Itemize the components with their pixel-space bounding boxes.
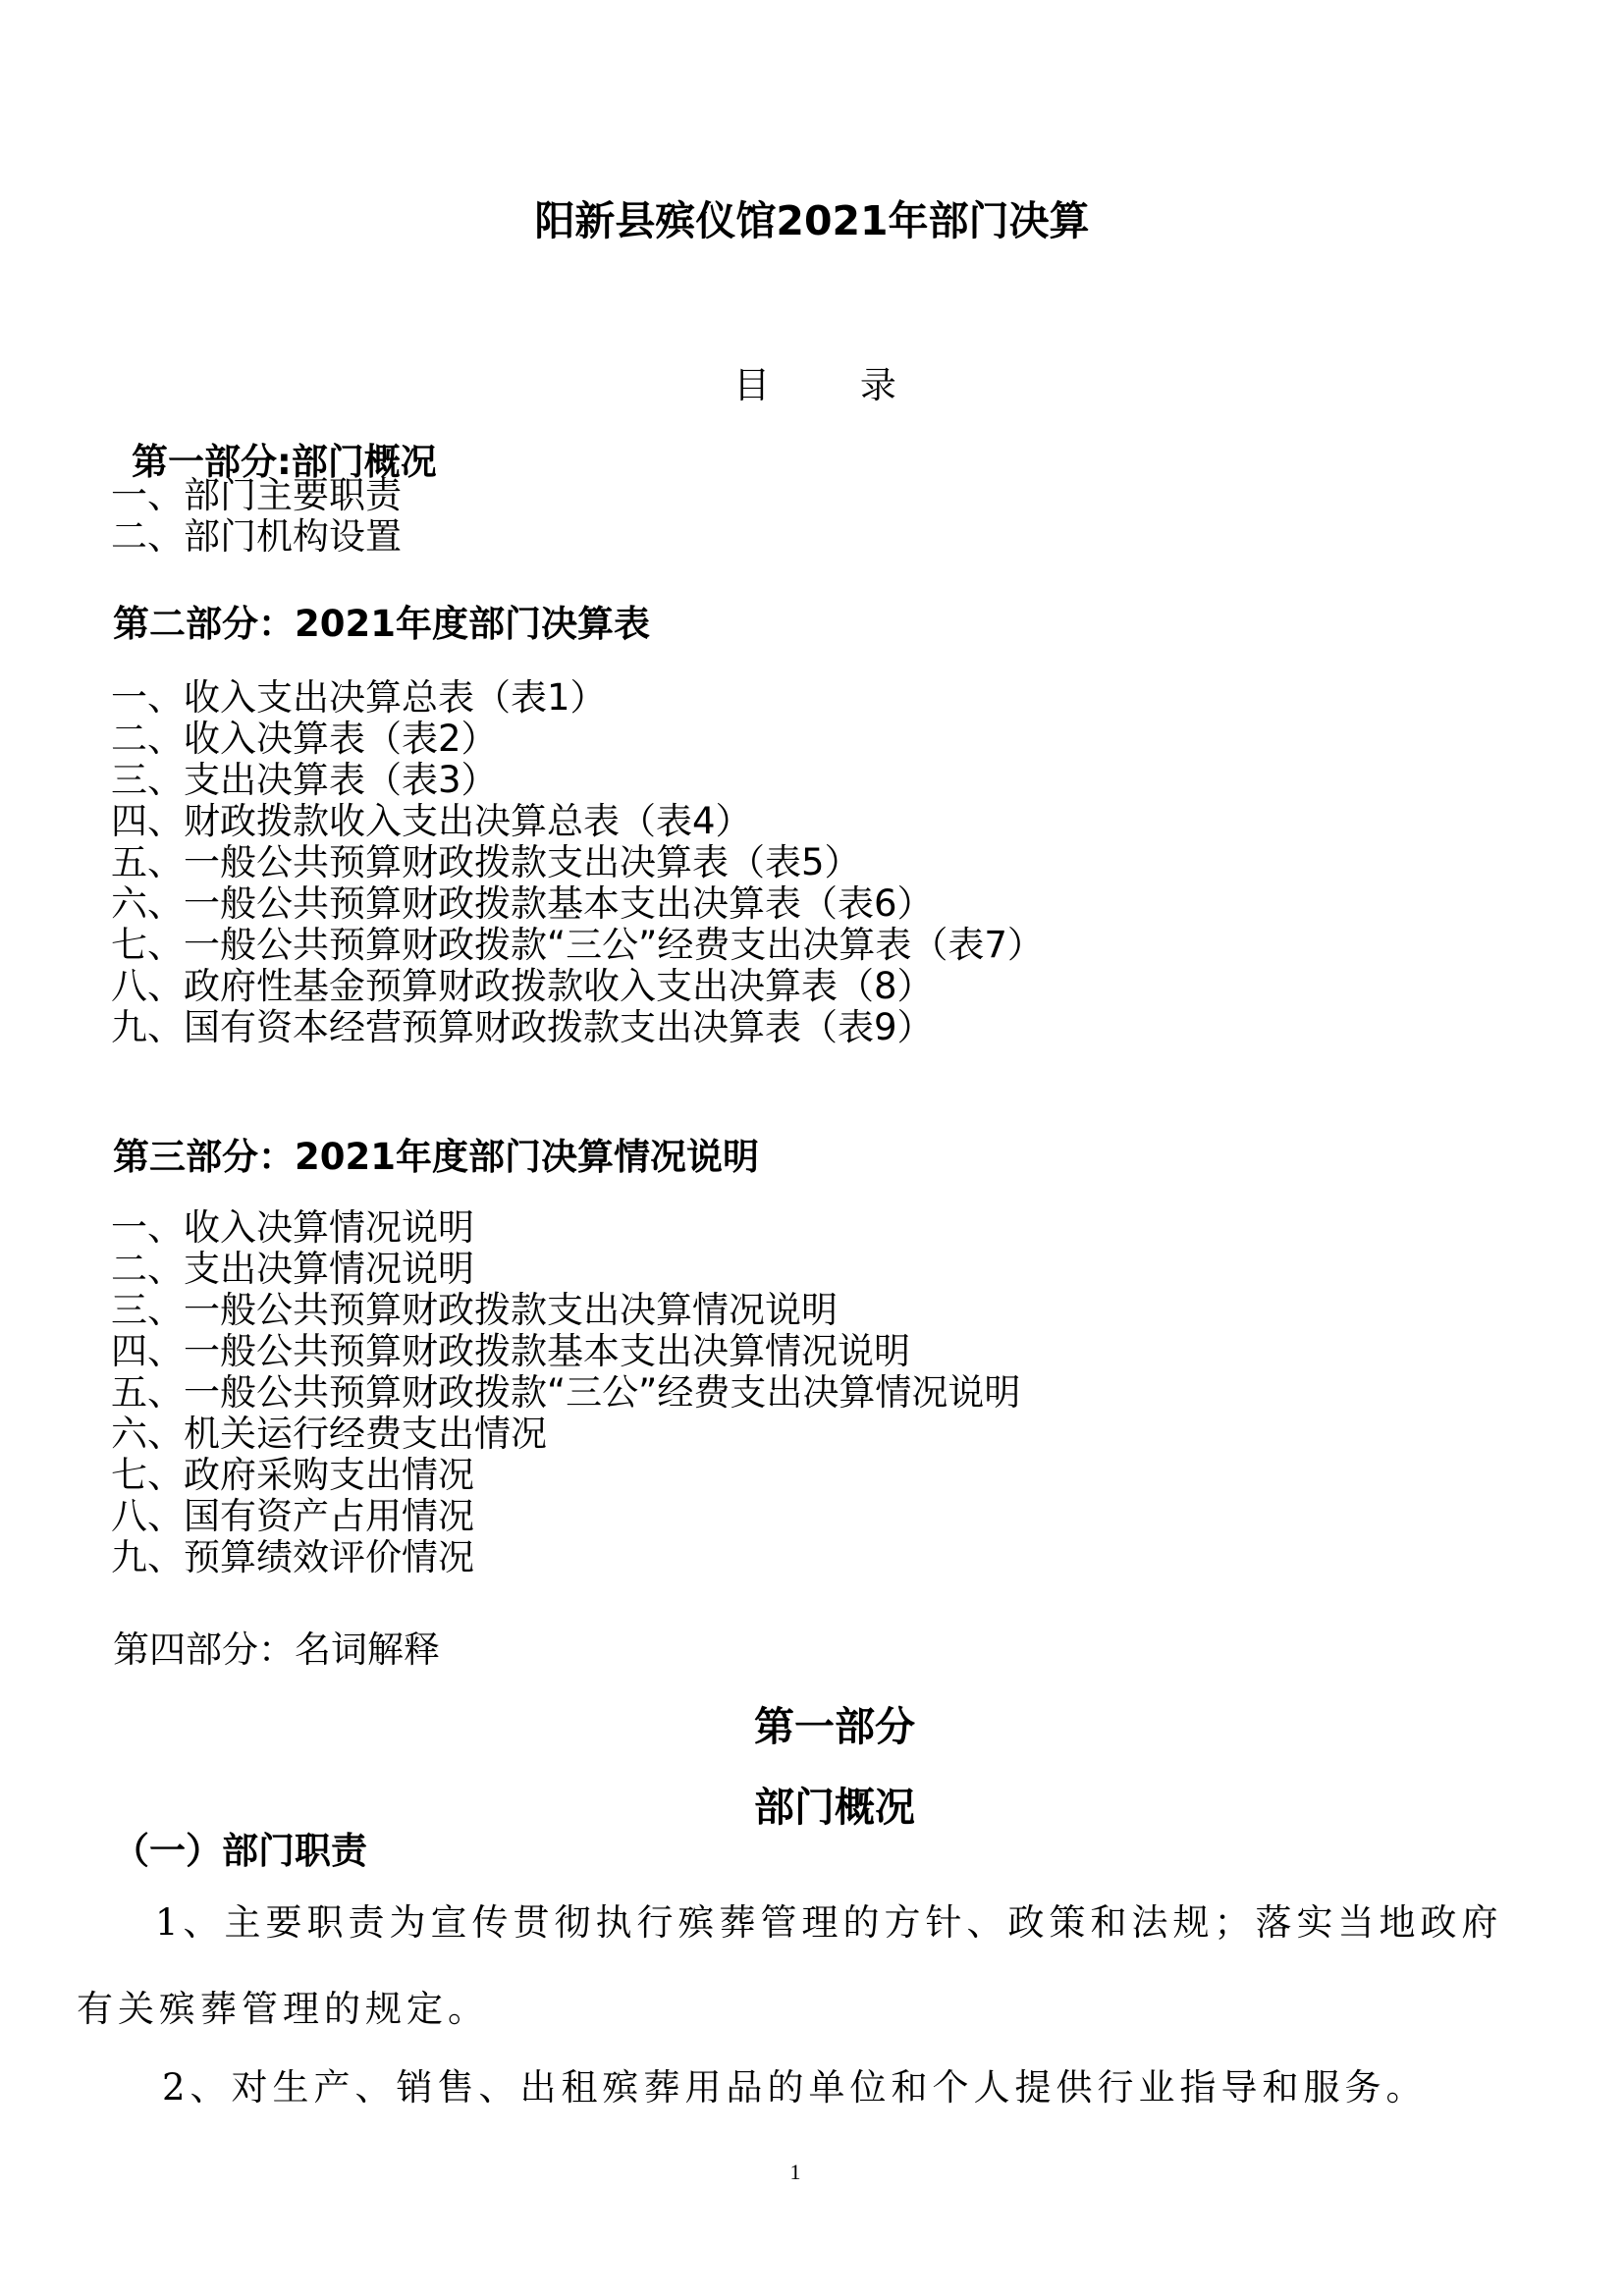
- paragraph-1-line-2: 有关殡葬管理的规定。: [77, 1988, 489, 2030]
- list-item: 八、国有资产占用情况: [111, 1495, 474, 1537]
- list-item: 二、部门机构设置: [111, 515, 402, 558]
- list-item: 三、一般公共预算财政拨款支出决算情况说明: [111, 1289, 838, 1331]
- list-item: 六、一般公共预算财政拨款基本支出决算表（表6）: [111, 882, 934, 925]
- list-item: 一、收入决算情况说明: [111, 1206, 474, 1249]
- list-item: 四、财政拨款收入支出决算总表（表4）: [111, 800, 752, 842]
- part3-heading: 第三部分：2021年度部门决算情况说明: [113, 1136, 759, 1178]
- list-item: 六、机关运行经费支出情况: [111, 1413, 547, 1455]
- paragraph-1-line-1: 1、主要职责为宣传贯彻执行殡葬管理的方针、政策和法规；落实当地政府: [155, 1901, 1503, 1944]
- list-item: 五、一般公共预算财政拨款支出决算表（表5）: [111, 841, 861, 883]
- part1-heading: 第一部分:部门概况: [132, 441, 437, 483]
- list-item: 九、预算绩效评价情况: [111, 1536, 474, 1578]
- list-item: 四、一般公共预算财政拨款基本支出决算情况说明: [111, 1330, 910, 1372]
- list-item: 八、政府性基金预算财政拨款收入支出决算表（8）: [111, 965, 934, 1007]
- section-part-label: 第一部分: [754, 1703, 915, 1750]
- list-item: 一、收入支出决算总表（表1）: [111, 676, 607, 719]
- list-item: 二、收入决算表（表2）: [111, 718, 498, 760]
- part3-list: [111, 1207, 1020, 1578]
- part4-heading: 第四部分：名词解释: [113, 1629, 440, 1671]
- list-item: 三、支出决算表（表3）: [111, 759, 498, 801]
- section-part-title: 部门概况: [754, 1784, 915, 1831]
- part2-heading: 第二部分：2021年度部门决算表: [113, 603, 650, 645]
- list-item: 九、国有资本经营预算财政拨款支出决算表（表9）: [111, 1006, 934, 1048]
- list-item: 一、部门主要职责: [111, 474, 402, 516]
- section-subheading: （一）部门职责: [113, 1830, 367, 1872]
- page-number: 1: [789, 2160, 801, 2184]
- list-item: 七、政府采购支出情况: [111, 1454, 474, 1496]
- list-item: 七、一般公共预算财政拨款“三公”经费支出决算表（表7）: [111, 924, 1044, 966]
- document-title: 阳新县殡仪馆2021年部门决算: [534, 197, 1090, 244]
- toc-heading: 目 录: [733, 364, 936, 406]
- paragraph-2: 2、对生产、销售、出租殡葬用品的单位和个人提供行业指导和服务。: [162, 2066, 1428, 2109]
- part2-list: [111, 677, 1044, 1048]
- list-item: 五、一般公共预算财政拨款“三公”经费支出决算情况说明: [111, 1371, 1021, 1414]
- part1-list: [111, 475, 402, 558]
- list-item: 二、支出决算情况说明: [111, 1248, 474, 1290]
